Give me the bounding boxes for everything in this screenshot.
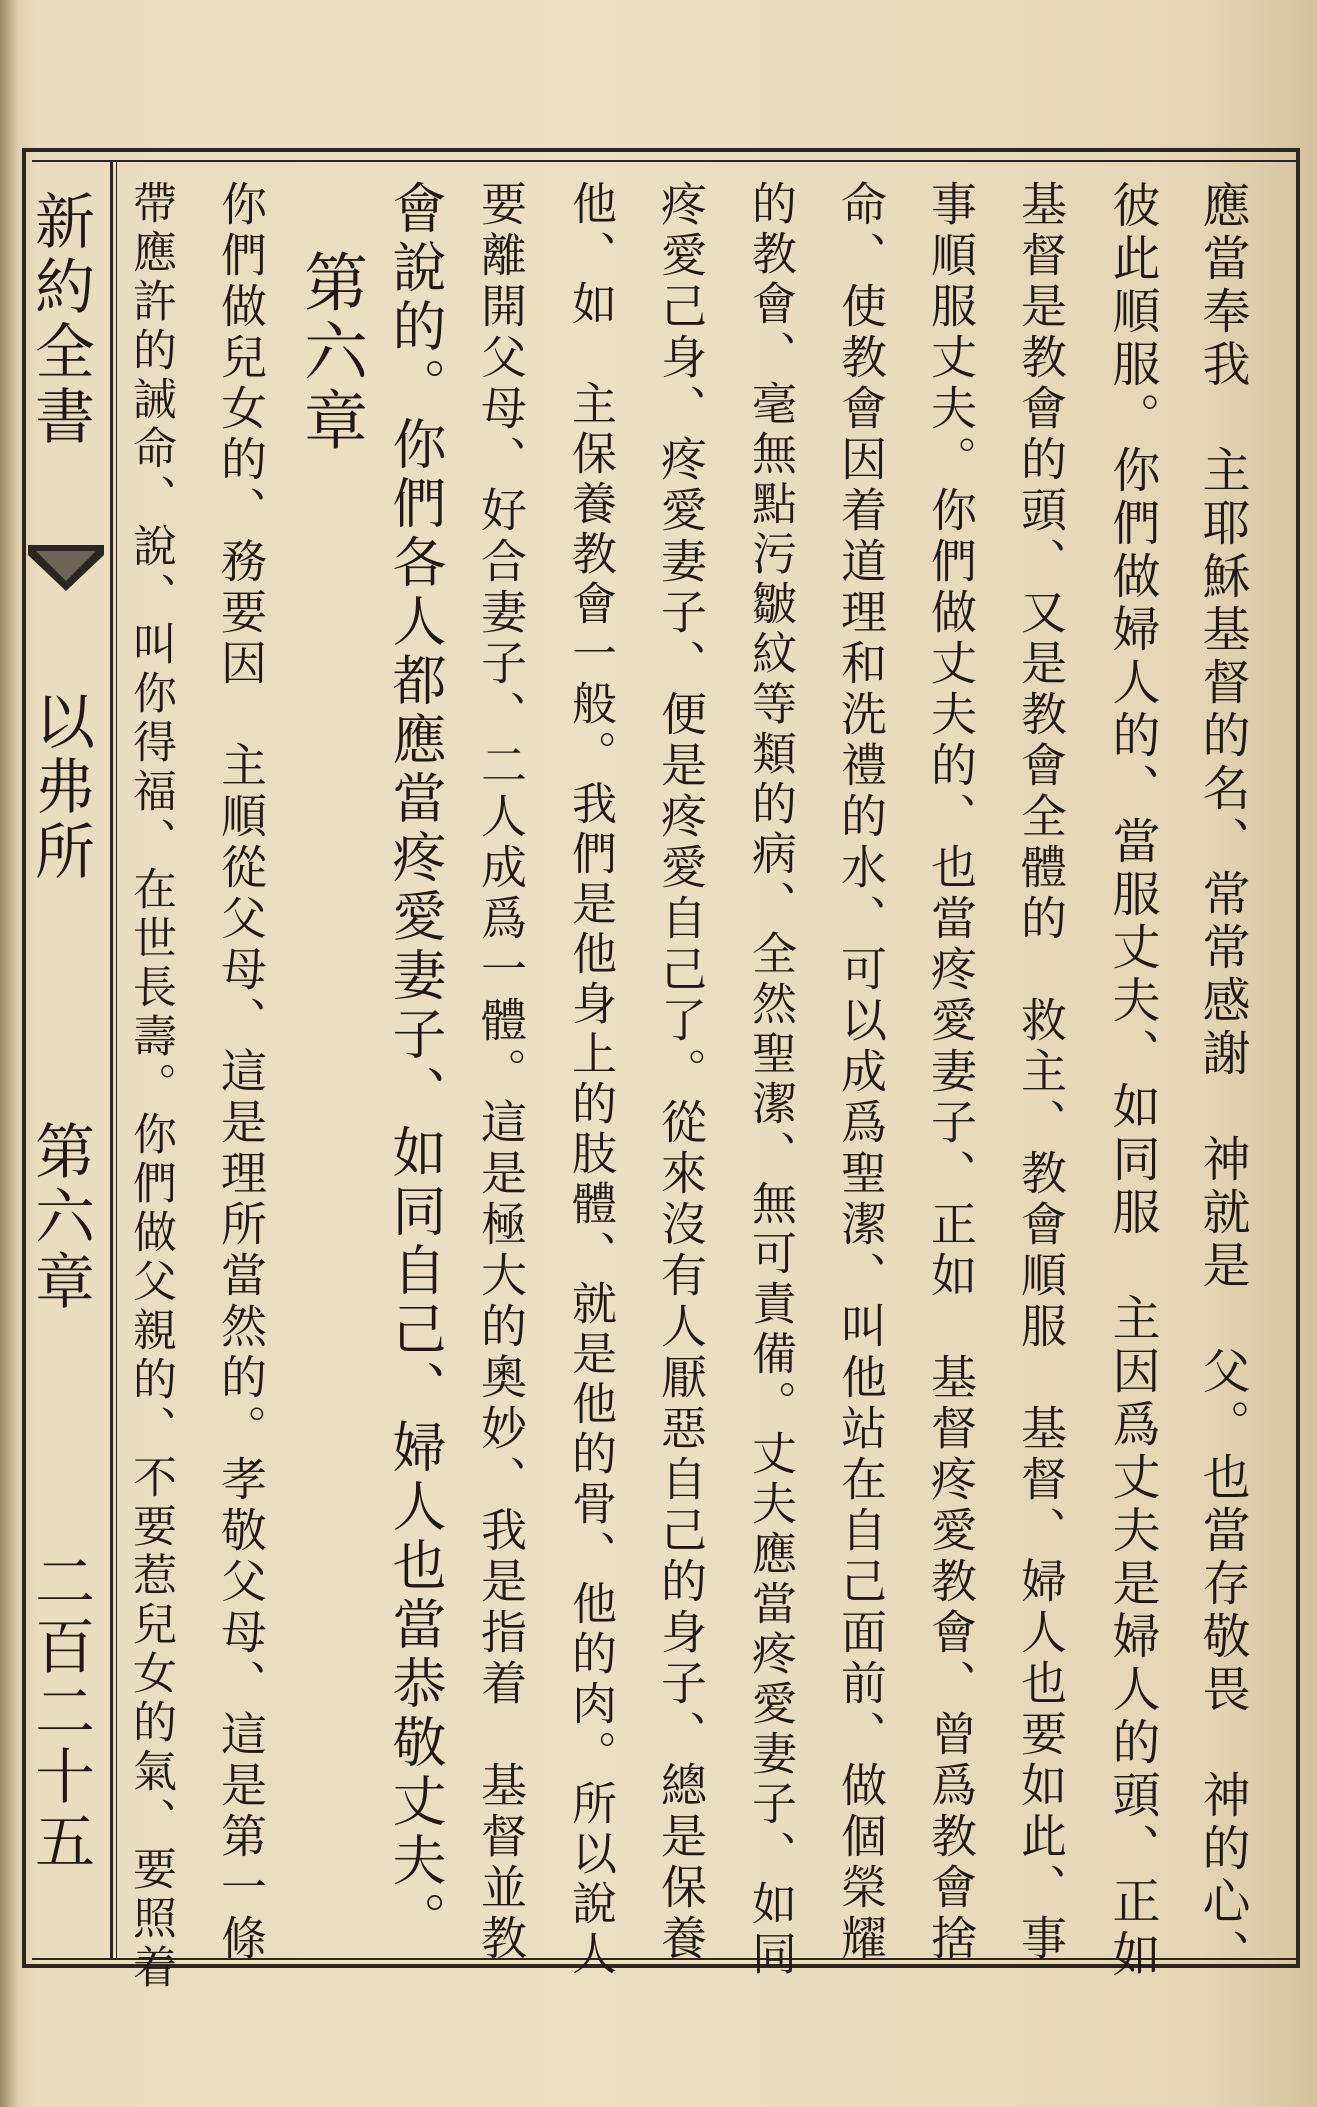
text-column-8: 他、如 主保養教會一般。我們是他身上的肢體、就是他的骨、他的肉。所以說人 [564, 180, 617, 1980]
text-column-13: 帶應許的誡命、說、叫你得福、在世長壽。你們做父親的、不要惹兒女的氣、要照着 [125, 180, 176, 1993]
margin-divider-line [110, 160, 113, 1960]
chapter-label: 第六章 [25, 1120, 95, 1315]
text-column-4: 事順服丈夫。你們做丈夫的、也當疼愛妻子、正如 基督疼愛教會、曾爲教會捨 [924, 180, 978, 1965]
binding-shadow [0, 0, 18, 2107]
text-column-5: 命、使教會因着道理和洗禮的水、可以成爲聖潔、叫他站在自己面前、做個榮耀 [834, 180, 888, 1965]
text-column-10: 會說的。你們各人都應當疼愛妻子、如同自己、婦人也當恭敬丈夫。 [384, 180, 447, 1950]
text-column-6: 的教會、毫無點污皺紋等類的病、全然聖潔、無可責備。丈夫應當疼愛妻子、如同 [744, 180, 797, 1980]
chapter-heading: 第六章 [293, 180, 367, 456]
margin-divider-line-thin [116, 160, 117, 1960]
text-column-12: 你們做兒女的、務要因 主順從父母、這是理所當然的。孝敬父母、這是第一條 [214, 180, 268, 1965]
book-title: 新約全書 [25, 190, 95, 450]
text-column-9: 要離開父母、好合妻子、二人成爲一體。這是極大的奧妙、我是指着 基督並教 [474, 180, 528, 1965]
page-number: 二百二十五 [25, 1550, 95, 1875]
text-column-7: 疼愛己身、疼愛妻子、便是疼愛自己了。從來沒有人厭惡自己的身子、總是保養 [654, 180, 708, 1965]
text-column-3: 基督是教會的頭、又是教會全體的 救主、教會順服 基督、婦人也要如此、事 [1014, 180, 1068, 1965]
text-column-1: 應當奉我 主耶穌基督的名、常常感謝 神就是 父。也當存敬畏 神的心、 [1194, 180, 1250, 1982]
book-name: 以弗所 [25, 690, 95, 885]
text-column-2: 彼此順服。你們做婦人的、當服丈夫、如同服 主因爲丈夫是婦人的頭、正如 [1104, 180, 1160, 1982]
fishtail-ornament-icon [28, 545, 104, 593]
